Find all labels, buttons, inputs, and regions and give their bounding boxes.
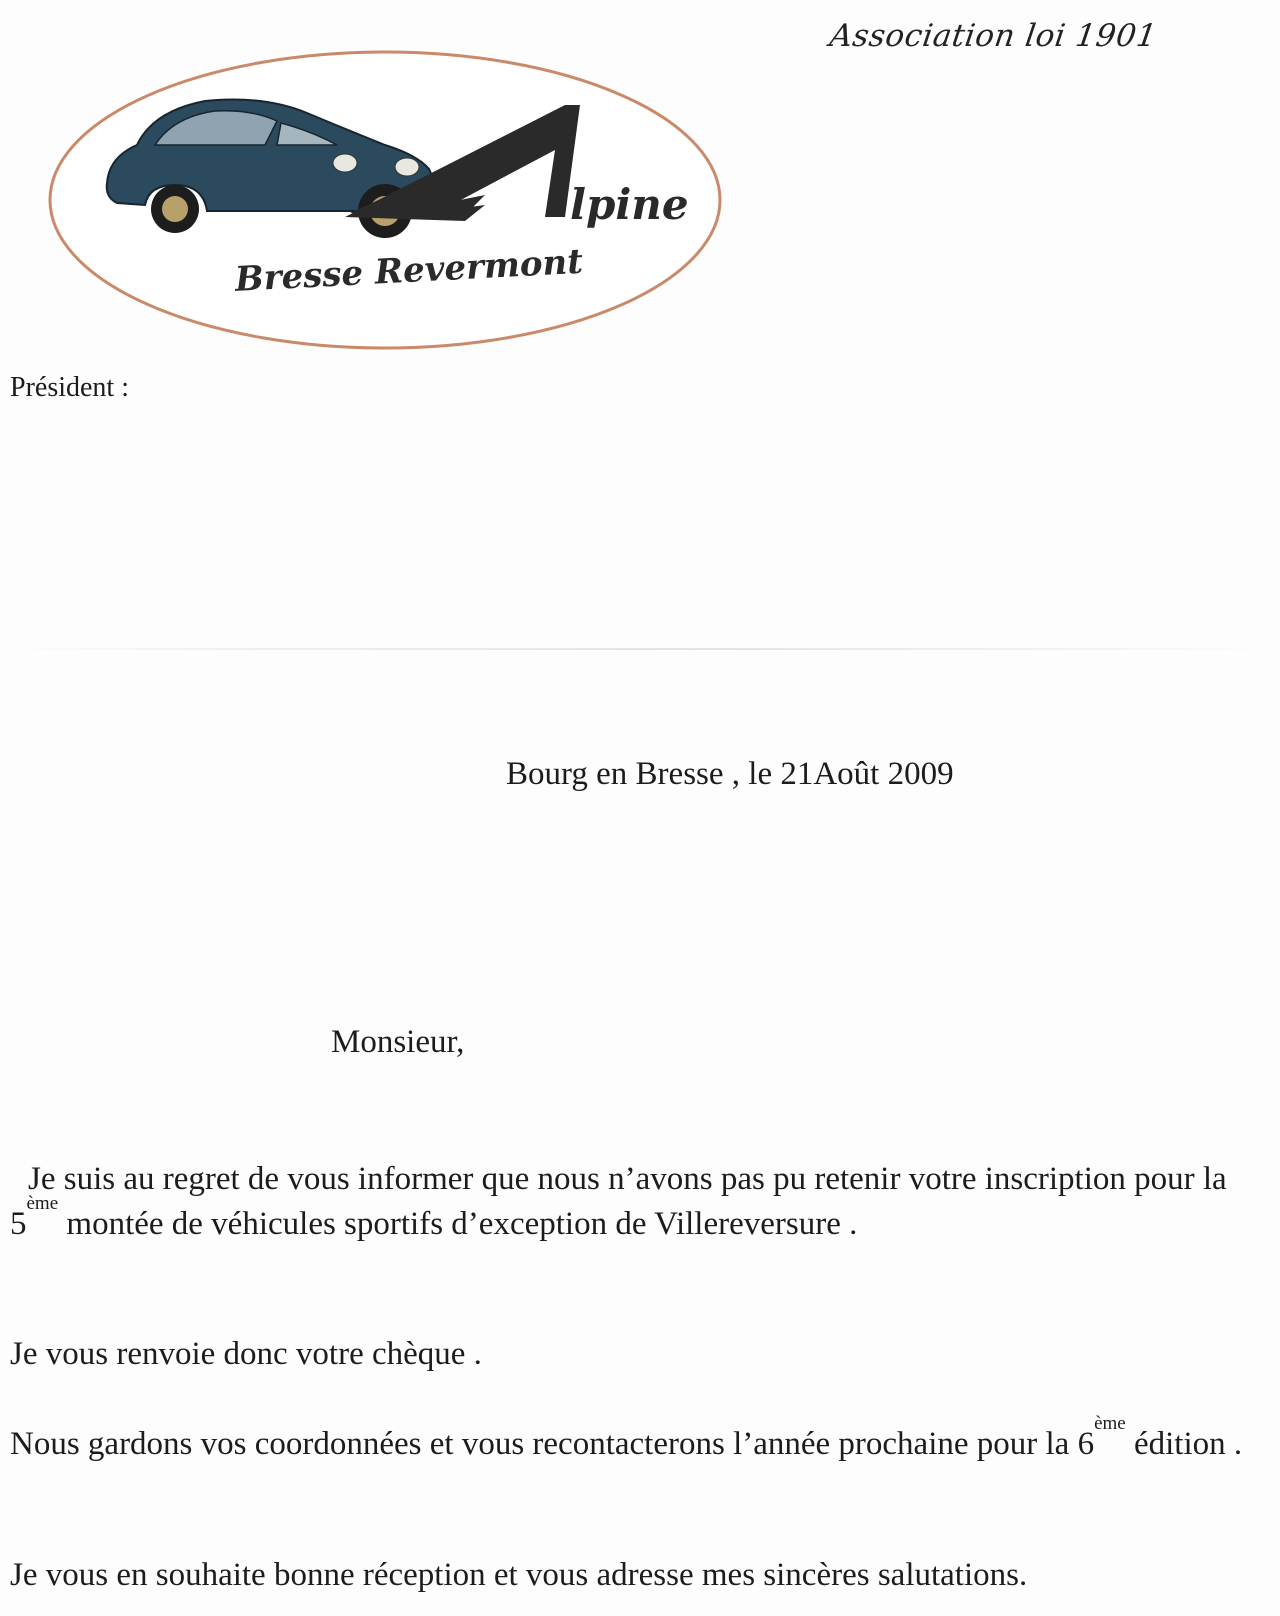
date-line: Bourg en Bresse , le 21Août 2009 (506, 756, 954, 792)
alpine-club-logo (45, 45, 725, 355)
paragraph-cheque: Je vous renvoie donc votre chèque . (10, 1336, 482, 1372)
president-label: Président : (10, 372, 129, 403)
logo-subtitle: Bresse Revermont (233, 241, 584, 300)
paragraph-next-year: Nous gardons vos coordonnées et vous recontacterons l’année prochaine pour la 6ème édition . (10, 1413, 1243, 1462)
association-label: Association loi 1901 (827, 18, 1160, 54)
logo-brand-text: lpine (570, 180, 689, 229)
salutation: Monsieur, (331, 1024, 465, 1060)
paragraph-regret: Je suis au regret de vous informer que nous n’avons pas pu retenir votre inscription pour la 5ème montée de véhicules sportifs d’exception de Villereversure . (10, 1161, 1227, 1242)
paper-fold-line (0, 648, 1280, 650)
paragraph-closing: Je vous en souhaite bonne réception et vous adresse mes sincères salutations. (10, 1557, 1028, 1593)
